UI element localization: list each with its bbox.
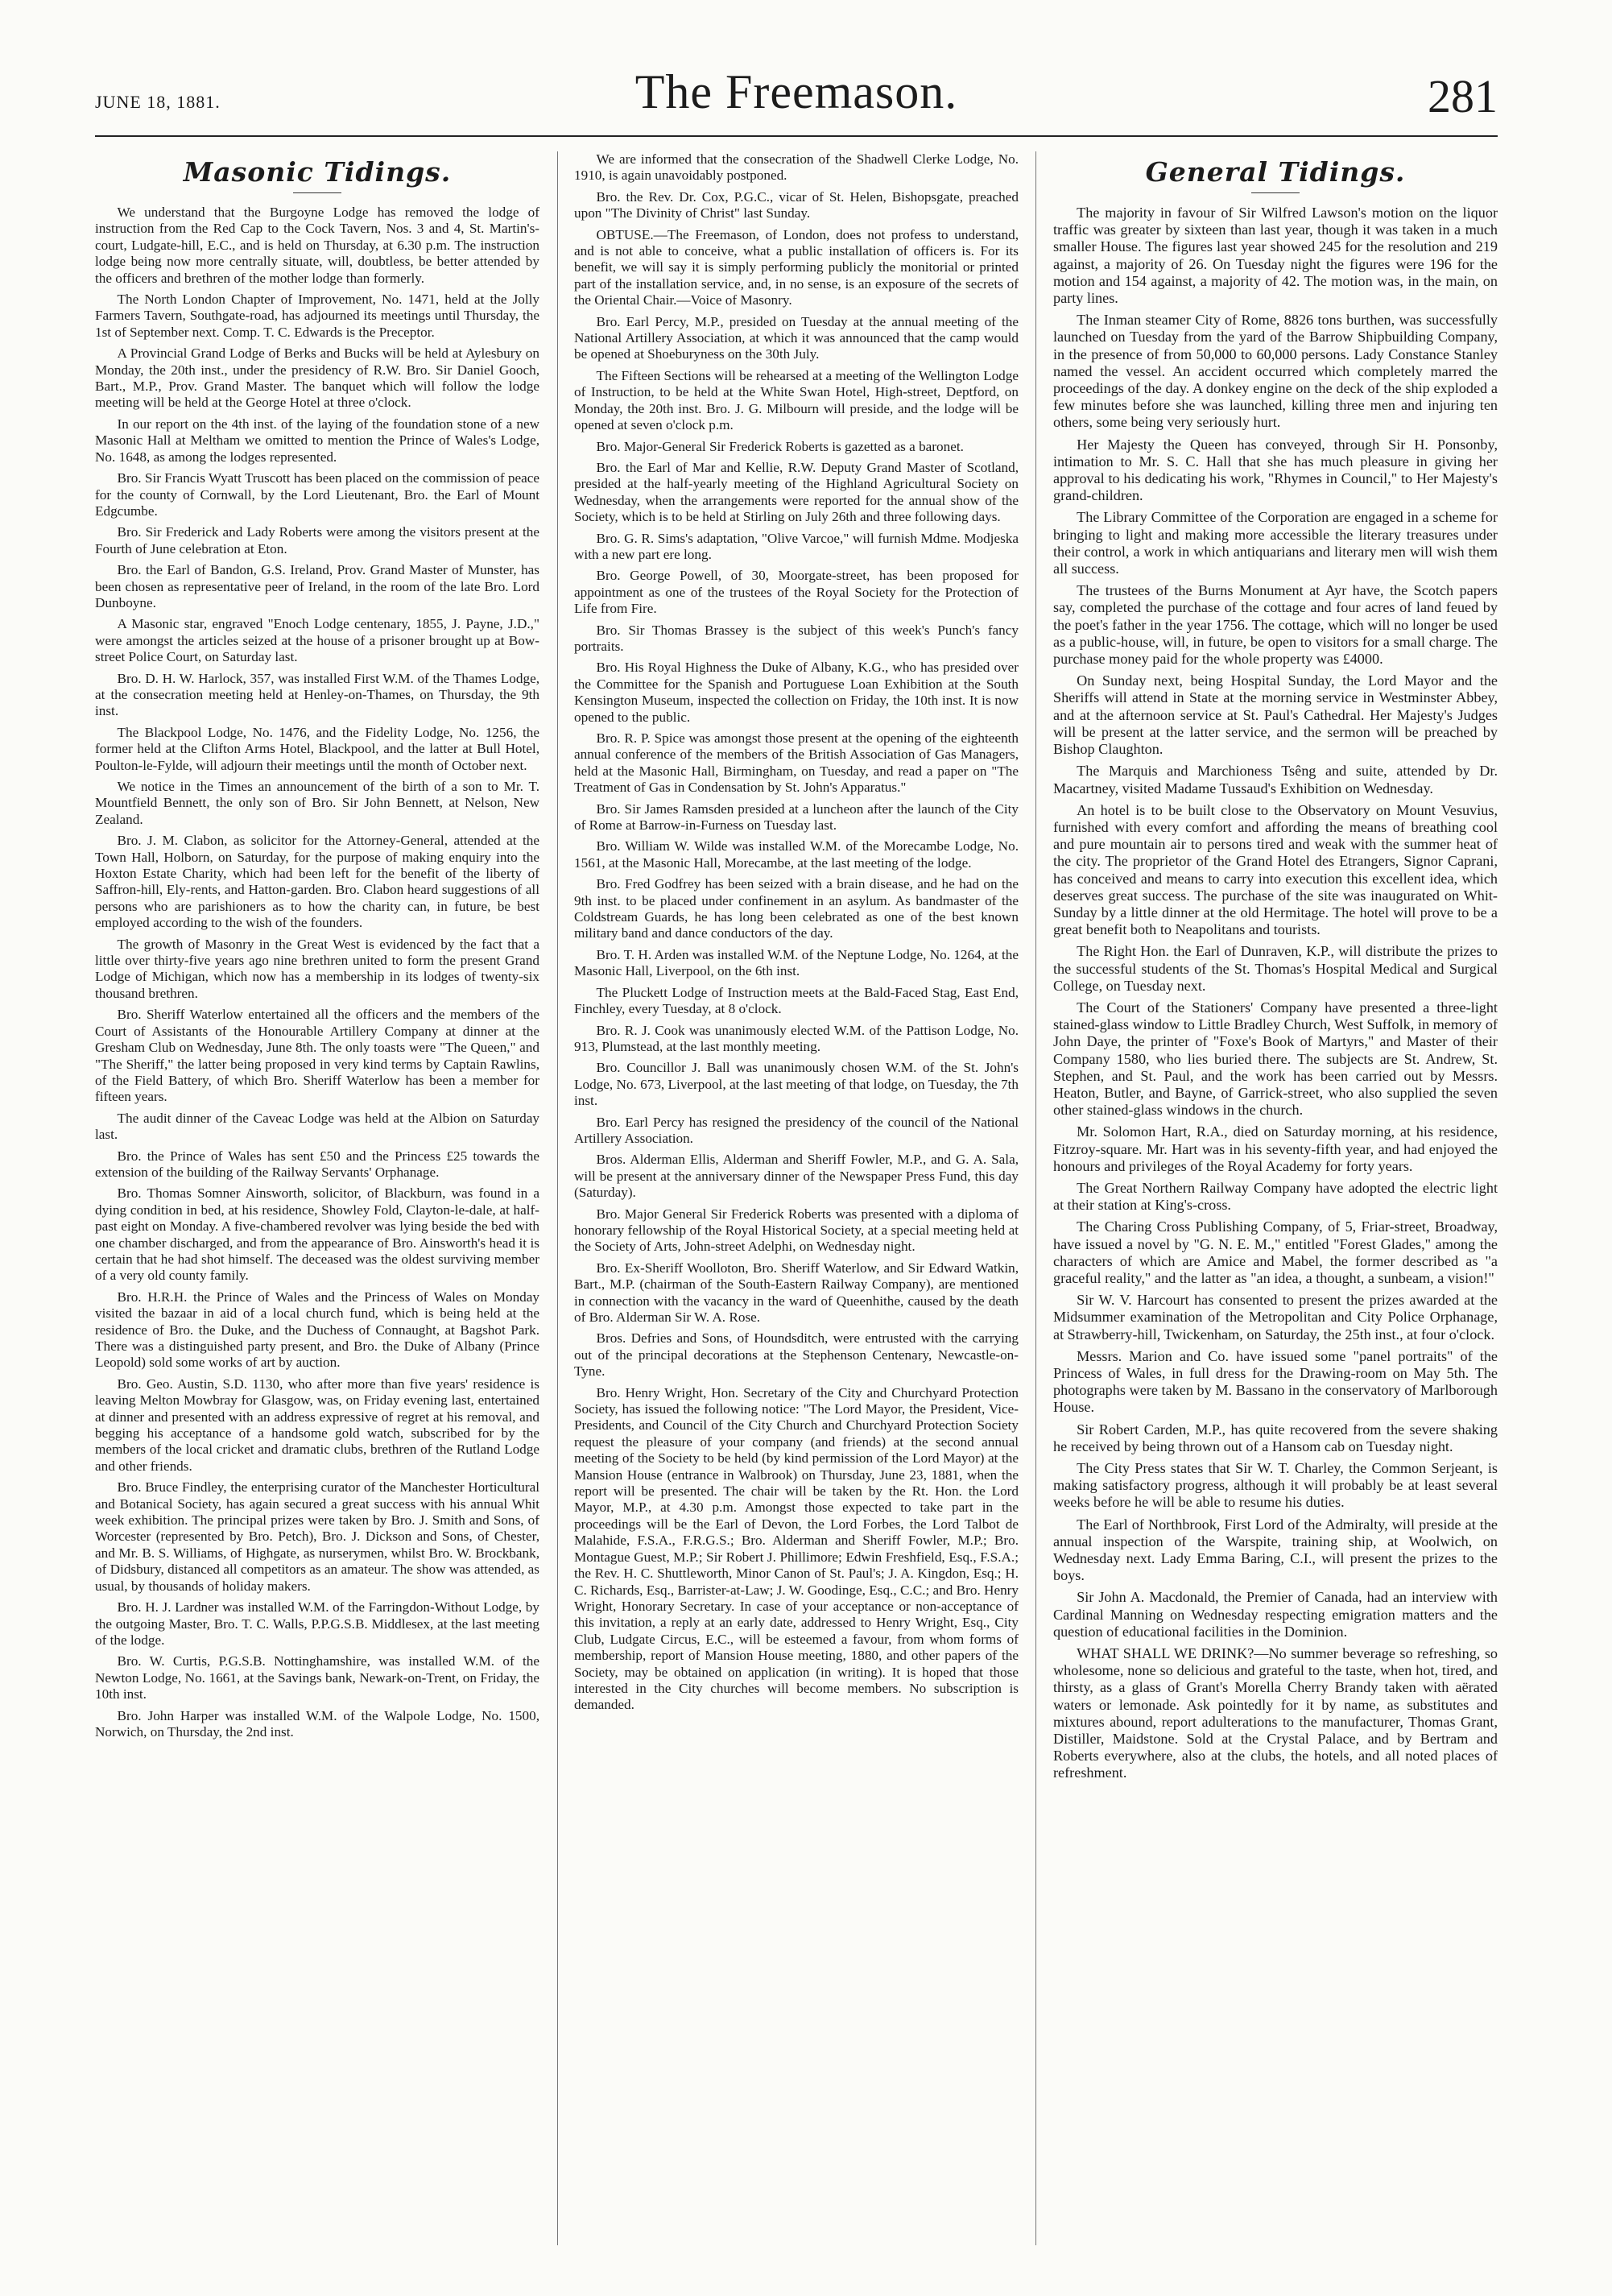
news-item: A Masonic star, engraved "Enoch Lodge centenary, 1855, J. Payne, J.D.," were amongst the articles seized at the house of a prisoner brought up at Bow-street Police Court, on Saturday last. bbox=[95, 616, 539, 665]
news-item: Sir Robert Carden, M.P., has quite recovered from the severe shaking he received by being thrown out of a Hansom cab on Tuesday night. bbox=[1053, 1421, 1498, 1454]
news-item: Bro. T. H. Arden was installed W.M. of the Neptune Lodge, No. 1264, at the Masonic Hall, Liverpool, on the 6th inst. bbox=[574, 946, 1019, 979]
news-item: The majority in favour of Sir Wilfred Lawson's motion on the liquor traffic was greater by sixteen than last year, though it was taken in a much smaller House. The figures last year showed 245 for the resolution and 219 against, a majority of 26. On Tuesday night the figures were 196 for the motion and 154 against, a majority of 42. The motion was, in the main, on party lines. bbox=[1053, 205, 1498, 307]
news-item: OBTUSE.—The Freemason, of London, does not profess to understand, and is not able to conceive, what a public installation of officers is. For its benefit, we will say it is simply performing publicly the monitorial or printed part of the installation service, and, in no sense, is an exposure of the secrets of the Oriental Chair.—Voice of Masonry. bbox=[574, 226, 1019, 308]
news-item: Bro. Bruce Findley, the enterprising curator of the Manchester Horticultural and Botanical Society, has again secured a great success with his annual Whit week exhibition. The principal prizes were taken by Bro. J. Smith and Sons, of Worcester (represented by Bro. Petch), Bro. J. Dickson and Sons, of Chester, and Mr. B. S. Williams, of Highgate, as nurserymen, whilst Bro. W. Brockbank, of Didsbury, distanced all competitors as an amateur. The show was attended, as usual, by thousands of holiday makers. bbox=[95, 1479, 539, 1594]
publication-title: The Freemason. bbox=[634, 65, 958, 118]
news-item: The North London Chapter of Improvement, No. 1471, held at the Jolly Farmers Tavern, Southgate-road, has adjourned its meetings until Thursday, the 1st of September next. Comp. T. C. Edwards is the Preceptor. bbox=[95, 292, 539, 340]
news-item: The Inman steamer City of Rome, 8826 tons burthen, was successfully launched on Tuesday from the yard of the Barrow Shipbuilding Company, in the presence of from 50,000 to 60,000 persons. Lady Constance Stanley named the vessel. An accident occurred which completely marred the proceedings of the day. A donkey engine on the deck of the ship exploded a few minutes before she was launched, killing three men and injuring ten others, some being very seriously hurt. bbox=[1053, 312, 1498, 431]
news-item: Bro. H.R.H. the Prince of Wales and the Princess of Wales on Monday visited the bazaar in aid of a local church fund, which is being held at the residence of Bro. the Duke, and the Duchess of Connaught, at Bagshot Park. There was a distinguished party present, and Bro. the Duke of Albany (Prince Leopold) sold some works of art by auction. bbox=[95, 1289, 539, 1371]
news-item: Bro. Sir Thomas Brassey is the subject of this week's Punch's fancy portraits. bbox=[574, 622, 1019, 654]
news-item: Bros. Alderman Ellis, Alderman and Sheriff Fowler, M.P., and G. A. Sala, will be present at the anniversary dinner of the Newspaper Press Fund, this day (Saturday). bbox=[574, 1152, 1019, 1201]
news-item: Bros. Defries and Sons, of Houndsditch, were entrusted with the carrying out of the principal decorations at the Stephenson Centenary, Newcastle-on-Tyne. bbox=[574, 1330, 1019, 1380]
news-item: The audit dinner of the Caveac Lodge was held at the Albion on Saturday last. bbox=[95, 1110, 539, 1143]
news-item: Bro. G. R. Sims's adaptation, "Olive Varcoe," will furnish Mdme. Modjeska with a new part ere long. bbox=[574, 530, 1019, 562]
news-item: An hotel is to be built close to the Observatory on Mount Vesuvius, furnished with every comfort and affording the means of breathing cool and pure mountain air to persons tired and weak with the summer heat of the city. The proprietor of the Grand Hotel des Etrangers, Signor Caprani, has conceived and means to carry into execution this excellent idea, which deserves great success. The purchase of the site was inaugurated on Whit-Sunday by a little dinner at the old Hermitage. The hotel will prove to be a great benefit both to Neapolitans and tourists. bbox=[1053, 801, 1498, 938]
masthead bbox=[95, 64, 1498, 139]
section-heading-masonic: Masonic Tidings. bbox=[183, 156, 452, 188]
news-item: Bro. Sir James Ramsden presided at a luncheon after the launch of the City of Rome at Barrow-in-Furness on Tuesday last. bbox=[574, 800, 1019, 834]
heading-rule bbox=[1251, 192, 1300, 193]
news-item: We are informed that the consecration of the Shadwell Clerke Lodge, No. 1910, is again unavoidably postponed. bbox=[574, 151, 1019, 184]
issue-date: JUNE 18, 1881. bbox=[95, 92, 221, 112]
news-item: Sir John A. Macdonald, the Premier of Canada, had an interview with Cardinal Manning on Wednesday respecting emigration matters and the question of educational facilities in the Dominion. bbox=[1053, 1589, 1498, 1640]
columns bbox=[95, 151, 1498, 2261]
news-item: Bro. Councillor J. Ball was unanimously chosen W.M. of the St. John's Lodge, No. 673, Liverpool, at the last meeting of that lodge, on Tuesday, the 7th inst. bbox=[574, 1060, 1019, 1109]
news-item: The Charing Cross Publishing Company, of 5, Friar-street, Broadway, have issued a novel by "G. N. E. M.," entitled "Forest Glades," among the characters of which are Amice and Mabel, the former described as "a graceful reality," and the latter as "an idea, a thought, a sunbeam, a vision!" bbox=[1053, 1218, 1498, 1286]
column-general-tidings bbox=[1053, 151, 1498, 2261]
news-item: Bro. the Prince of Wales has sent £50 and the Princess £25 towards the extension of the building of the Railway Servants' Orphanage. bbox=[95, 1148, 539, 1180]
news-item: Bro. Geo. Austin, S.D. 1130, who after more than five years' residence is leaving Melton Mowbray for Glasgow, was, on Friday evening last, entertained at dinner and presented with an address expressive of regret at his removal, and begging his acceptance of a handsome gold watch, subscribed for by the members of the local cricket and dramatic clubs, brethren of the Rutland Lodge and other friends. bbox=[95, 1376, 539, 1474]
news-item: The growth of Masonry in the Great West is evidenced by the fact that a little over thirty-five years ago nine brethren united to form the present Grand Lodge of Michigan, which now has a membership in its lodges of twenty-six thousand brethren. bbox=[95, 936, 539, 1001]
news-item: The Right Hon. the Earl of Dunraven, K.P., will distribute the prizes to the successful students of the St. Thomas's Hospital Medical and Surgical College, on Tuesday next. bbox=[1053, 943, 1498, 994]
news-item: Her Majesty the Queen has conveyed, through Sir H. Ponsonby, intimation to Mr. S. C. Hall that she has much pleasure in giving her approval to his dedicating his work, "Rhymes in Council," to Her Majesty's grand-children. bbox=[1053, 436, 1498, 504]
news-item: Bro. Sheriff Waterlow entertained all the officers and the members of the Court of Assistants of the Honourable Artillery Company at dinner at the Gresham Club on Wednesday, June 8th. The only toasts were "The Queen," and "The Sheriff," the latter being proposed in very kind terms by Captain Rawlins, of the Field Battery, of which Bro. Sheriff Waterlow has been a member for fifteen years. bbox=[95, 1007, 539, 1105]
news-item: Bro. Ex-Sheriff Woolloton, Bro. Sheriff Waterlow, and Sir Edward Watkin, Bart., M.P. (chairman of the South-Eastern Railway Company), are mentioned in connection with the vacancy in the ward of Queenhithe, caused by the death of Bro. Alderman Sir W. A. Rose. bbox=[574, 1260, 1019, 1325]
news-item: Bro. Sir Francis Wyatt Truscott has been placed on the commission of peace for the county of Cornwall, by the Lord Lieutenant, Bro. the Earl of Mount Edgcumbe. bbox=[95, 470, 539, 519]
news-item: In our report on the 4th inst. of the laying of the foundation stone of a new Masonic Hall at Meltham we omitted to mention the Prince of Wales's Lodge, No. 1648, as among the lodges represented. bbox=[95, 416, 539, 465]
news-item: WHAT SHALL WE DRINK?—No summer beverage so refreshing, so wholesome, none so delicious and grateful to the taste, when hot, tired, and thirsty, as a glass of Grant's Morella Cherry Brandy taken with aërated waters or lemonade. Ask pointedly for it by name, as substitutes and mixtures abound, report adulterations to the manufacturer, Thomas Grant, Distiller, Maidstone. Sold at the Crystal Palace, and by Bertram and Roberts everywhere, also at the clubs, the hotels, and all noted places of refreshment. bbox=[1053, 1645, 1498, 1781]
news-item: The Earl of Northbrook, First Lord of the Admiralty, will preside at the annual inspection of the Warspite, training ship, at Woolwich, on Wednesday next. Lady Emma Baring, C.I., will present the prizes to the boys. bbox=[1053, 1516, 1498, 1584]
news-item: Bro. George Powell, of 30, Moorgate-street, has been proposed for appointment as one of the trustees of the Royal Society for the Protection of Life from Fire. bbox=[574, 568, 1019, 617]
news-item: Bro. H. J. Lardner was installed W.M. of the Farringdon-Without Lodge, by the outgoing Master, Bro. T. C. Walls, P.P.G.S.B. Middlesex, at the last meeting of the lodge. bbox=[95, 1599, 539, 1648]
news-item: Bro. the Rev. Dr. Cox, P.G.C., vicar of St. Helen, Bishopsgate, preached upon "The Divinity of Christ" last Sunday. bbox=[574, 188, 1019, 221]
masthead-rule bbox=[95, 135, 1498, 137]
news-item: The Great Northern Railway Company have adopted the electric light at their station at King's-cross. bbox=[1053, 1179, 1498, 1214]
news-item: The Marquis and Marchioness Tsêng and suite, attended by Dr. Macartney, visited Madame Tussaud's Exhibition on Wednesday. bbox=[1053, 763, 1498, 796]
news-item: We notice in the Times an announcement of the birth of a son to Mr. T. Mountfield Bennett, the only son of Bro. Sir John Bennett, at Nelson, New Zealand. bbox=[95, 779, 539, 827]
news-item: Bro. His Royal Highness the Duke of Albany, K.G., who has presided over the Committee for the Spanish and Portuguese Loan Exhibition at the South Kensington Museum, inspected the collection on Friday, the 10th inst. It is now opened to the public. bbox=[574, 660, 1019, 725]
news-item: The City Press states that Sir W. T. Charley, the Common Serjeant, is making satisfactory progress, although it will probably be at least several weeks before he will be able to resume his duties. bbox=[1053, 1460, 1498, 1511]
news-item: Bro. William W. Wilde was installed W.M. of the Morecambe Lodge, No. 1561, at the Masonic Hall, Morecambe, at the last meeting of the lodge. bbox=[574, 838, 1019, 871]
column-body bbox=[95, 205, 539, 1740]
column-body bbox=[1053, 205, 1498, 1782]
column-body bbox=[574, 151, 1019, 1714]
news-item: Bro. Sir Frederick and Lady Roberts were among the visitors present at the Fourth of June celebration at Eton. bbox=[95, 524, 539, 556]
news-item: Mr. Solomon Hart, R.A., died on Saturday morning, at his residence, Fitzroy-square. Mr. Hart was in his seventy-fifth year, and had enjoyed the honours and privileges of the Royal Academy for forty years. bbox=[1053, 1123, 1498, 1174]
newspaper-page bbox=[95, 64, 1498, 2263]
news-item: Bro. D. H. W. Harlock, 357, was installed First W.M. of the Thames Lodge, at the consecration meeting held at Henley-on-Thames, on Thursday, the 9th inst. bbox=[95, 670, 539, 719]
news-item: On Sunday next, being Hospital Sunday, the Lord Mayor and the Sheriffs will attend in State at the morning service in Westminster Abbey, and at the afternoon service at St. Paul's Cathedral. Her Majesty's Judges will be present at the latter service, and the sermon will be preached by Bishop Claughton. bbox=[1053, 672, 1498, 758]
news-item: Bro. the Earl of Mar and Kellie, R.W. Deputy Grand Master of Scotland, presided at the half-yearly meeting of the Highland Agricultural Society on Wednesday, when the arrangements were reported for the annual show of the Society, which is to be held at Stirling on July 26th and three following days. bbox=[574, 459, 1019, 525]
column-masonic-continued bbox=[574, 151, 1019, 2261]
news-item: Sir W. V. Harcourt has consented to present the prizes awarded at the Midsummer examination of the Metropolitan and City Police Orphanage, at Strawberry-hill, Twickenham, on Saturday, the 25th inst., at four o'clock. bbox=[1053, 1292, 1498, 1342]
column-masonic-tidings bbox=[95, 151, 539, 2261]
news-item: The Court of the Stationers' Company have presented a three-light stained-glass window to Little Bradley Church, West Suffolk, in memory of John Daye, the printer of "Foxe's Book of Martyrs," and Master of their Company 1580, who lies buried there. The subjects are St. Andrew, St. Stephen, and St. Paul, and the work has been carried out by Messrs. Heaton, Butler, and Bayne, of Garrick-street, who also supplied the seven other stained-glass windows in the church. bbox=[1053, 999, 1498, 1119]
news-item: The trustees of the Burns Monument at Ayr have, the Scotch papers say, completed the purchase of the cottage and four acres of land feued by the poet's father in the year 1756. The cottage, which will no longer be used as a public-house, will, in future, be open to visitors for a small charge. The purchase money paid for the whole property was £4000. bbox=[1053, 582, 1498, 668]
news-item: Bro. Henry Wright, Hon. Secretary of the City and Churchyard Protection Society, has issued the following notice: "The Lord Mayor, the President, Vice-Presidents, and Council of the City Church and Churchyard Protection Society request the pleasure of your company (and friends) at the second annual meeting of the Society to be held (by kind permission of the Lord Mayor) at the Mansion House (entrance in Walbrook) on Thursday, June 23, 1881, when the report will be presented. The chair will be taken by the Rt. Hon. the Lord Mayor, M.P., at 4.30 p.m. Amongst those expected to take part in the proceedings will be the Earl of Devon, the Lord Forbes, the Lord Talbot de Malahide, F.S.A., F.R.G.S.; Bro. Alderman and Sheriff Fowler, M.P.; Bro. Montague Guest, M.P.; Sir Robert J. Phillimore; Edwin Freshfield, Esq., F.S.A.; the Rev. H. C. Shuttleworth, Minor Canon of St. Paul's; J. A. Kingdon, Esq.; H. C. Richards, Esq., Barrister-at-Law; J. W. Goodinge, Esq., C.C.; and Bro. Henry Wright, Honorary Secretary. In case of your acceptance or non-acceptance of this invitation, a reply at an early date, addressed to Henry Wright, Esq., City Club, Ludgate Circus, E.C., will be esteemed a favour, from whom forms of membership, report of Mansion House meeting, 1880, and other papers of the Society, may be obtained on application (in writing). It is hoped that those interested in the City churches will become members. No subscription is demanded. bbox=[574, 1384, 1019, 1713]
news-item: Bro. W. Curtis, P.G.S.B. Nottinghamshire, was installed W.M. of the Newton Lodge, No. 1661, at the Savings bank, Newark-on-Trent, on Friday, the 10th inst. bbox=[95, 1653, 539, 1702]
news-item: Bro. Major General Sir Frederick Roberts was presented with a diploma of honorary fellowship of the Royal Historical Society, at a special meeting held at the Society of Arts, John-street Adelphi, on Wednesday night. bbox=[574, 1206, 1019, 1255]
page-number: 281 bbox=[1428, 70, 1498, 122]
news-item: We understand that the Burgoyne Lodge has removed the lodge of instruction from the Red Cap to the Cock Tavern, Nos. 3 and 4, St. Martin's-court, Ludgate-hill, E.C., and is held on Thursday, at 6.30 p.m. The instruction lodge being now more centrally situate, will, doubtless, be better attended by the officers and brethren of the mother lodge than formerly. bbox=[95, 205, 539, 286]
news-item: Bro. John Harper was installed W.M. of the Walpole Lodge, No. 1500, Norwich, on Thursday, the 2nd inst. bbox=[95, 1707, 539, 1740]
news-item: Bro. Earl Percy, M.P., presided on Tuesday at the annual meeting of the National Artillery Association, at which it was announced that the camp would be opened at Shoeburyness on the 30th July. bbox=[574, 313, 1019, 362]
news-item: Bro. R. P. Spice was amongst those present at the opening of the eighteenth annual conference of the members of the British Association of Gas Managers, held at the Masonic Hall, Birmingham, on Tuesday, and read a paper on "The Treatment of Gas in Condensation by St. John's Apparatus." bbox=[574, 730, 1019, 796]
section-heading-general: General Tidings. bbox=[1145, 156, 1406, 188]
news-item: Messrs. Marion and Co. have issued some "panel portraits" of the Princess of Wales, in full dress for the Drawing-room on May 5th. The photographs were taken by M. Bassano in the conservatory of Marlborough House. bbox=[1053, 1347, 1498, 1416]
news-item: The Library Committee of the Corporation are engaged in a scheme for bringing to light and making more accessible the literary treasures under their control, a work in which antiquarians and literary men will wish them all success. bbox=[1053, 509, 1498, 577]
news-item: Bro. Fred Godfrey has been seized with a brain disease, and he had on the 9th inst. to be placed under confinement in an asylum. As bandmaster of the Coldstream Guards, he has long been celebrated as one of the best known military band and dance conductors of the day. bbox=[574, 876, 1019, 941]
news-item: The Blackpool Lodge, No. 1476, and the Fidelity Lodge, No. 1256, the former held at the Clifton Arms Hotel, Blackpool, and the latter at Bull Hotel, Poulton-le-Fylde, will adjourn their meetings until the month of October next. bbox=[95, 724, 539, 773]
news-item: The Pluckett Lodge of Instruction meets at the Bald-Faced Stag, East End, Finchley, every Tuesday, at 8 o'clock. bbox=[574, 984, 1019, 1017]
news-item: Bro. Thomas Somner Ainsworth, solicitor, of Blackburn, was found in a dying condition in bed, at his residence, Showley Fold, Clayton-le-dale, at half-past eight on Monday. A five-chambered revolver was lying beside the bed with one chamber discharged, and from the appearance of Bro. Ainsworth's head it is certain that he had shot himself. The deceased was the oldest surviving member of a very old county family. bbox=[95, 1185, 539, 1284]
news-item: Bro. Earl Percy has resigned the presidency of the council of the National Artillery Association. bbox=[574, 1114, 1019, 1146]
heading-rule bbox=[293, 192, 341, 193]
news-item: Bro. R. J. Cook was unanimously elected W.M. of the Pattison Lodge, No. 913, Plumstead, at the last monthly meeting. bbox=[574, 1022, 1019, 1054]
news-item: Bro. J. M. Clabon, as solicitor for the Attorney-General, attended at the Town Hall, Holborn, on Saturday, for the purpose of making enquiry into the Hoxton Estate Charity, which had been left for the benefit of the liberty of Saffron-hill, Ely-rents, and Hatton-garden. Bro. Clabon heard suggestions of all persons who are parishioners as to how the charity can, in future, be best employed according to the wish of the founders. bbox=[95, 833, 539, 931]
news-item: The Fifteen Sections will be rehearsed at a meeting of the Wellington Lodge of Instruction, to be held at the White Swan Hotel, High-street, Deptford, on Monday, the 20th inst. Bro. J. G. Milbourn will preside, and the lodge will be opened at seven o'clock p.m. bbox=[574, 367, 1019, 433]
news-item: A Provincial Grand Lodge of Berks and Bucks will be held at Aylesbury on Monday, the 20th inst., under the presidency of R.W. Bro. Sir Daniel Gooch, Bart., M.P., Prov. Grand Master. The banquet which will follow the lodge meeting will be held at the George Hotel at three o'clock. bbox=[95, 345, 539, 411]
news-item: Bro. the Earl of Bandon, G.S. Ireland, Prov. Grand Master of Munster, has been chosen as representative peer of Ireland, in the room of the late Bro. Lord Dunboyne. bbox=[95, 562, 539, 610]
news-item: Bro. Major-General Sir Frederick Roberts is gazetted as a baronet. bbox=[596, 438, 964, 454]
